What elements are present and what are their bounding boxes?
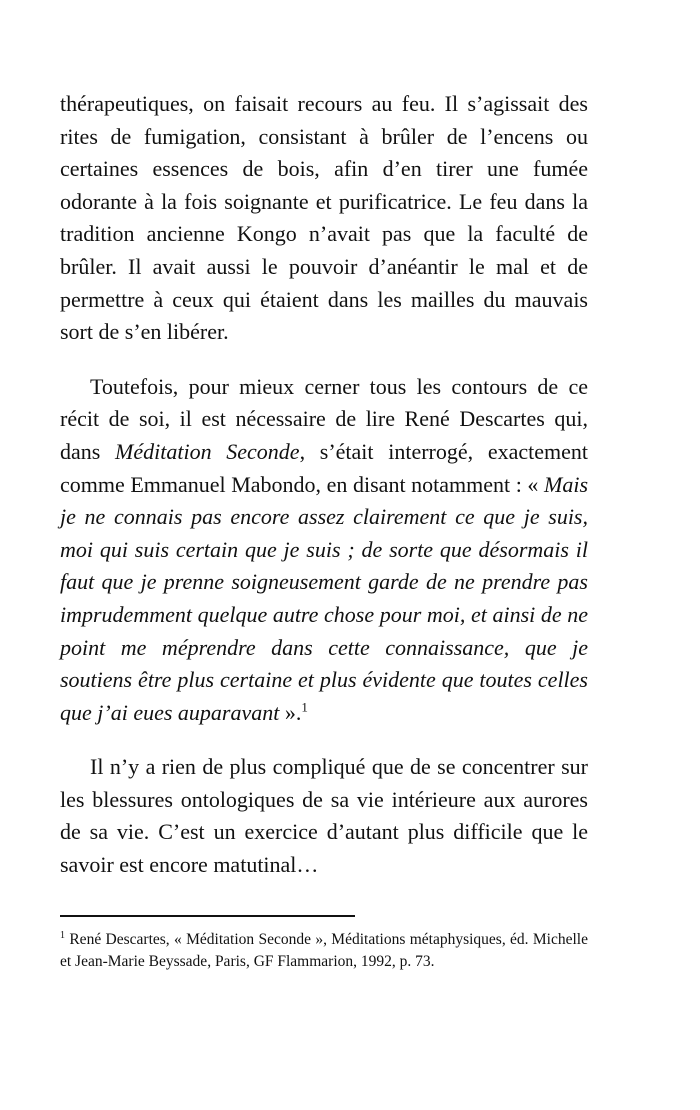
footnote-divider <box>60 915 355 917</box>
footnote-reference[interactable]: 1 <box>301 699 308 715</box>
paragraph-2-part3: ». <box>279 699 302 725</box>
footnote <box>60 929 588 973</box>
work-title: Méditation Seconde <box>115 438 300 464</box>
paragraph-2-part2: , s’était interrogé, exactement comme Emmanuel Mabondo, en disant notamment : « <box>60 438 588 497</box>
paragraph-2 <box>60 371 588 730</box>
paragraph-3 <box>60 751 588 881</box>
paragraph-3-text: Il n’y a rien de plus compliqué que de se concentrer sur les blessures ontologiques de sa vie intérieure aux aurores de sa vie. C’est un exercice d’autant plus difficile que le savoir est encore matutinal… <box>60 754 588 878</box>
footnote-text: René Descartes, « Méditation Seconde », Méditations métaphysiques, éd. Michelle et Jean-Marie Beyssade, Paris, GF Flammarion, 1992, p. 73. <box>60 930 588 970</box>
descartes-quotation: Mais je ne connais pas encore assez clairement ce que je suis, moi qui suis certain que je suis ; de sorte que désormais il faut que je prenne soigneusement garde de ne prendre pas imprudemment quelque autre chose pour moi, et ainsi de ne point me méprendre dans cette connaissance, que je soutiens être plus certaine et plus évidente que toutes celles que j’ai eues auparavant <box>60 471 588 725</box>
footnote-number: 1 <box>60 929 65 941</box>
paragraph-2-part1: Toutefois, pour mieux cerner tous les contours de ce récit de soi, il est nécessaire de lire René Descartes qui, dans <box>60 373 588 464</box>
paragraph-1 <box>60 88 588 349</box>
paragraph-1-text: thérapeutiques, on faisait recours au feu. Il s’agissait des rites de fumigation, consistant à brûler de l’encens ou certaines essences de bois, afin d’en tirer une fumée odorante à la fois soignante et purificatrice. Le feu dans la tradition ancienne Kongo n’avait pas que la faculté de brûler. Il avait aussi le pouvoir d’anéantir le mal et de permettre à ceux qui étaient dans les mailles du mauvais sort de s’en libérer. <box>60 91 588 345</box>
